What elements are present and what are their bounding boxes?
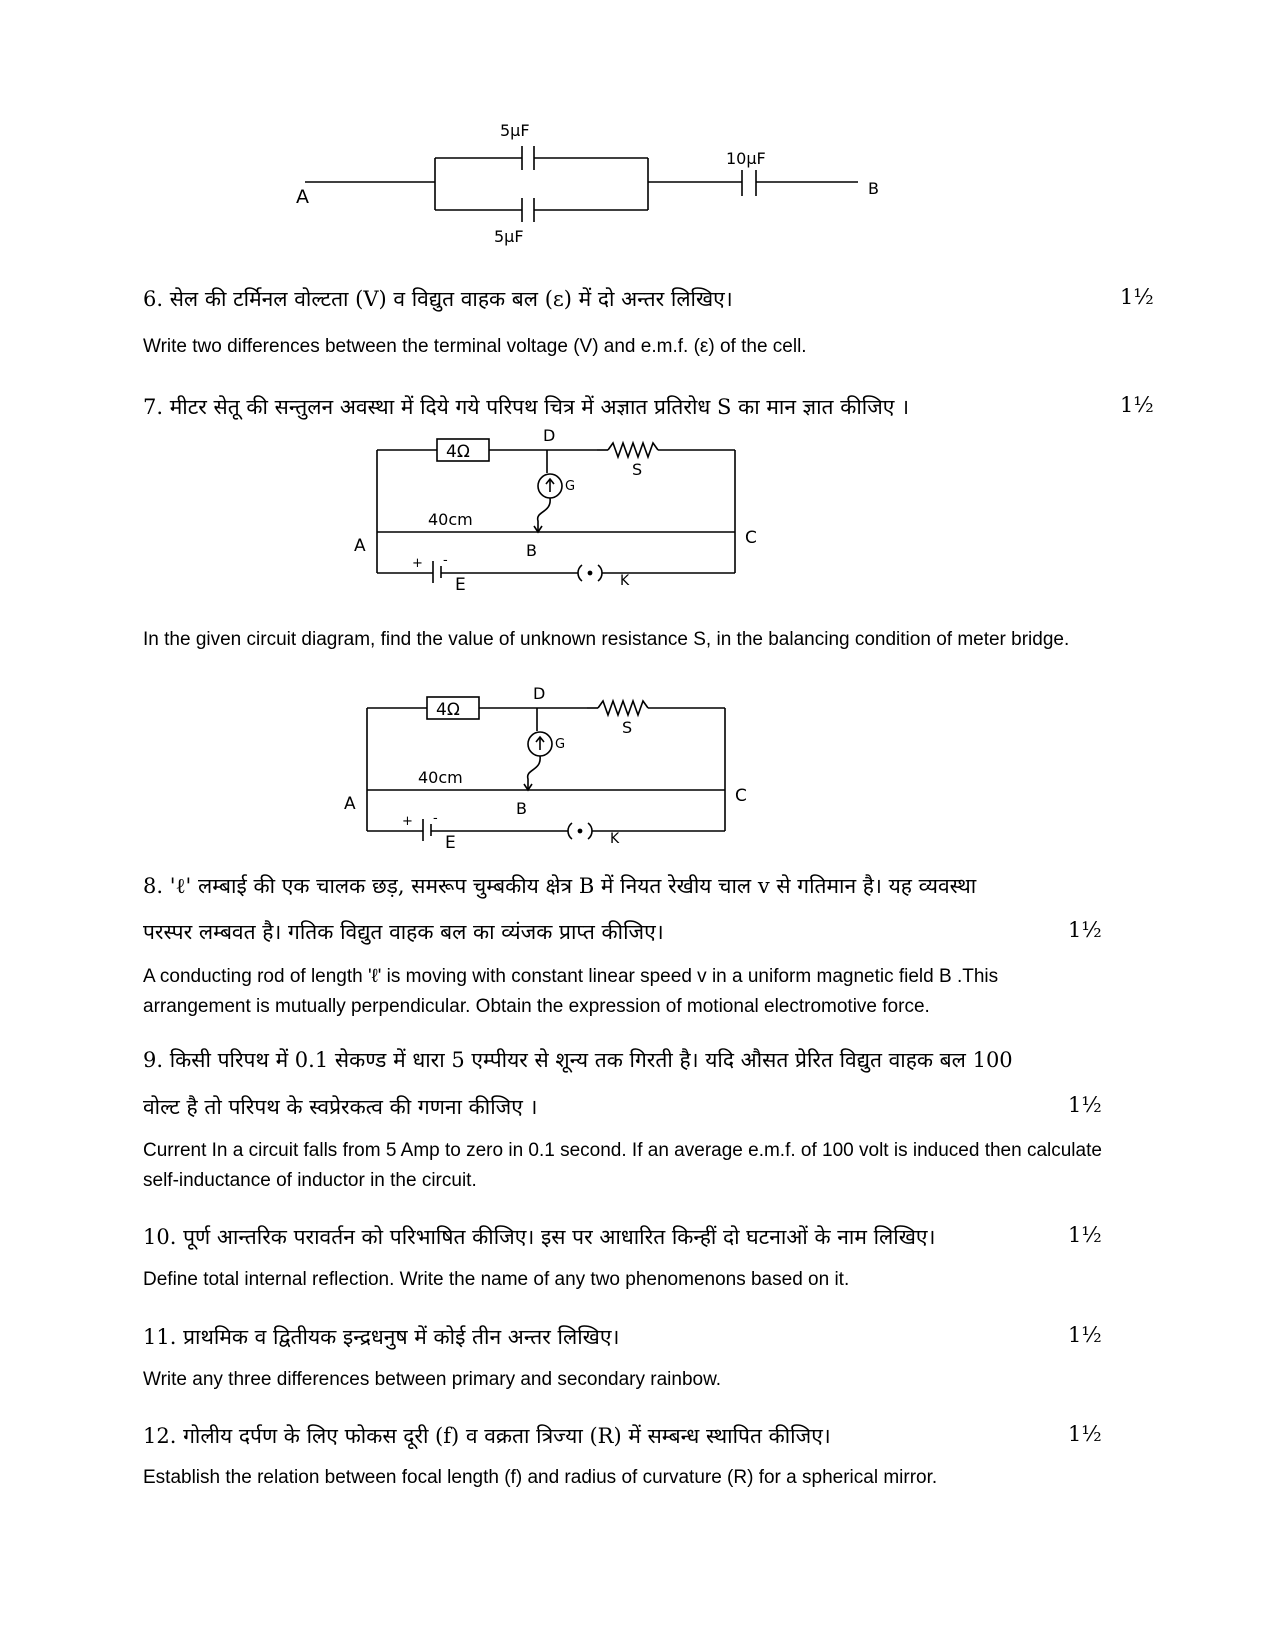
node-c-label: C [735, 786, 747, 806]
q8-marks: 1½ [1068, 918, 1102, 942]
capacitor-circuit-diagram [280, 110, 920, 250]
node-a-label: A [296, 186, 309, 208]
q10-marks: 1½ [1068, 1223, 1102, 1247]
key-k-label: K [620, 573, 630, 589]
node-a-label: A [354, 536, 366, 556]
q9-english-line1: Current In a circuit falls from 5 Amp to zero in 0.1 second. If an average e.m.f. of 100 volt is induced then calculate [143, 1140, 1102, 1161]
q6-hindi: 6. सेल की टर्मिनल वोल्टता (V) व विद्युत वाहक बल (ε) में दो अन्तर लिखिए। [143, 287, 733, 311]
q6-english: Write two differences between the terminal voltage (V) and e.m.f. (ε) of the cell. [143, 336, 807, 357]
q11-english: Write any three differences between primary and secondary rainbow. [143, 1369, 722, 1390]
length-label: 40cm [428, 510, 473, 529]
q8-hindi-line2: परस्पर लम्बवत है। गतिक विद्युत वाहक बल का व्यंजक प्राप्त कीजिए। [143, 920, 664, 944]
q8-english-line1: A conducting rod of length 'ℓ' is moving with constant linear speed v in a uniform magnetic field B .This [143, 966, 999, 987]
cell-e-label: E [445, 833, 456, 853]
resistor-4ohm-label: 4Ω [436, 700, 460, 720]
meter-bridge-diagram-1 [340, 425, 780, 597]
cell-plus-sign: + [412, 556, 423, 571]
node-b-label: B [516, 799, 527, 818]
resistor-s-label: S [632, 460, 643, 479]
node-b-label: B [526, 541, 537, 560]
q7-hindi: 7. मीटर सेतू की सन्तुलन अवस्था में दिये गये परिपथ चित्र में अज्ञात प्रतिरोध S का मान ज्ञात कीजिए । [143, 395, 910, 419]
q12-marks: 1½ [1068, 1422, 1102, 1446]
q6-marks: 1½ [1120, 285, 1154, 309]
q9-hindi-line2: वोल्ट है तो परिपथ के स्वप्रेरकत्व की गणना कीजिए । [143, 1095, 538, 1119]
cell-plus-sign: + [402, 814, 413, 829]
meter-bridge-diagram-2 [330, 683, 770, 855]
node-c-label: C [745, 528, 757, 548]
resistor-s-label: S [622, 718, 633, 737]
node-b-label: B [868, 179, 879, 198]
q10-hindi: 10. पूर्ण आन्तरिक परावर्तन को परिभाषित कीजिए। इस पर आधारित किन्हीं दो घटनाओं के नाम लिखिए। [143, 1225, 936, 1249]
q7-english: In the given circuit diagram, find the value of unknown resistance S, in the balancing condition of meter bridge. [143, 629, 1070, 650]
cell-minus-sign: - [433, 811, 438, 826]
q7-marks: 1½ [1120, 393, 1154, 417]
q9-english-line2: self-inductance of inductor in the circuit. [143, 1170, 477, 1191]
length-label: 40cm [418, 768, 463, 787]
capacitor-bottom-label: 5μF [494, 227, 524, 246]
node-a-label: A [344, 794, 356, 814]
resistor-4ohm-label: 4Ω [446, 442, 470, 462]
q11-hindi: 11. प्राथमिक व द्वितीयक इन्द्रधनुष में कोई तीन अन्तर लिखिए। [143, 1325, 620, 1349]
q9-marks: 1½ [1068, 1093, 1102, 1117]
key-k-label: K [610, 831, 620, 847]
q8-hindi-line1: 8. 'ℓ' लम्बाई की एक चालक छड़, समरूप चुम्बकीय क्षेत्र B में नियत रेखीय चाल v से गतिमान है। यह व्यवस्था [143, 874, 977, 898]
q10-english: Define total internal reflection. Write the name of any two phenomenons based on it. [143, 1269, 850, 1290]
q12-hindi: 12. गोलीय दर्पण के लिए फोकस दूरी (f) व वक्रता त्रिज्या (R) में सम्बन्ध स्थापित कीजिए। [143, 1424, 831, 1448]
q12-english: Establish the relation between focal length (f) and radius of curvature (R) for a spherical mirror. [143, 1467, 938, 1488]
cell-minus-sign: - [443, 553, 448, 568]
node-d-label: D [543, 426, 556, 445]
capacitor-series-label: 10μF [726, 149, 766, 168]
capacitor-top-label: 5μF [500, 121, 530, 140]
q9-hindi-line1: 9. किसी परिपथ में 0.1 सेकण्ड में धारा 5 एम्पीयर से शून्य तक गिरती है। यदि औसत प्रेरित विद्युत वाहक बल 100 [143, 1048, 1013, 1072]
cell-e-label: E [455, 575, 466, 595]
node-d-label: D [533, 684, 546, 703]
q8-english-line2: arrangement is mutually perpendicular. Obtain the expression of motional electromotive force. [143, 996, 930, 1017]
galvanometer-label: G [555, 737, 566, 752]
q11-marks: 1½ [1068, 1323, 1102, 1347]
galvanometer-label: G [565, 479, 576, 494]
